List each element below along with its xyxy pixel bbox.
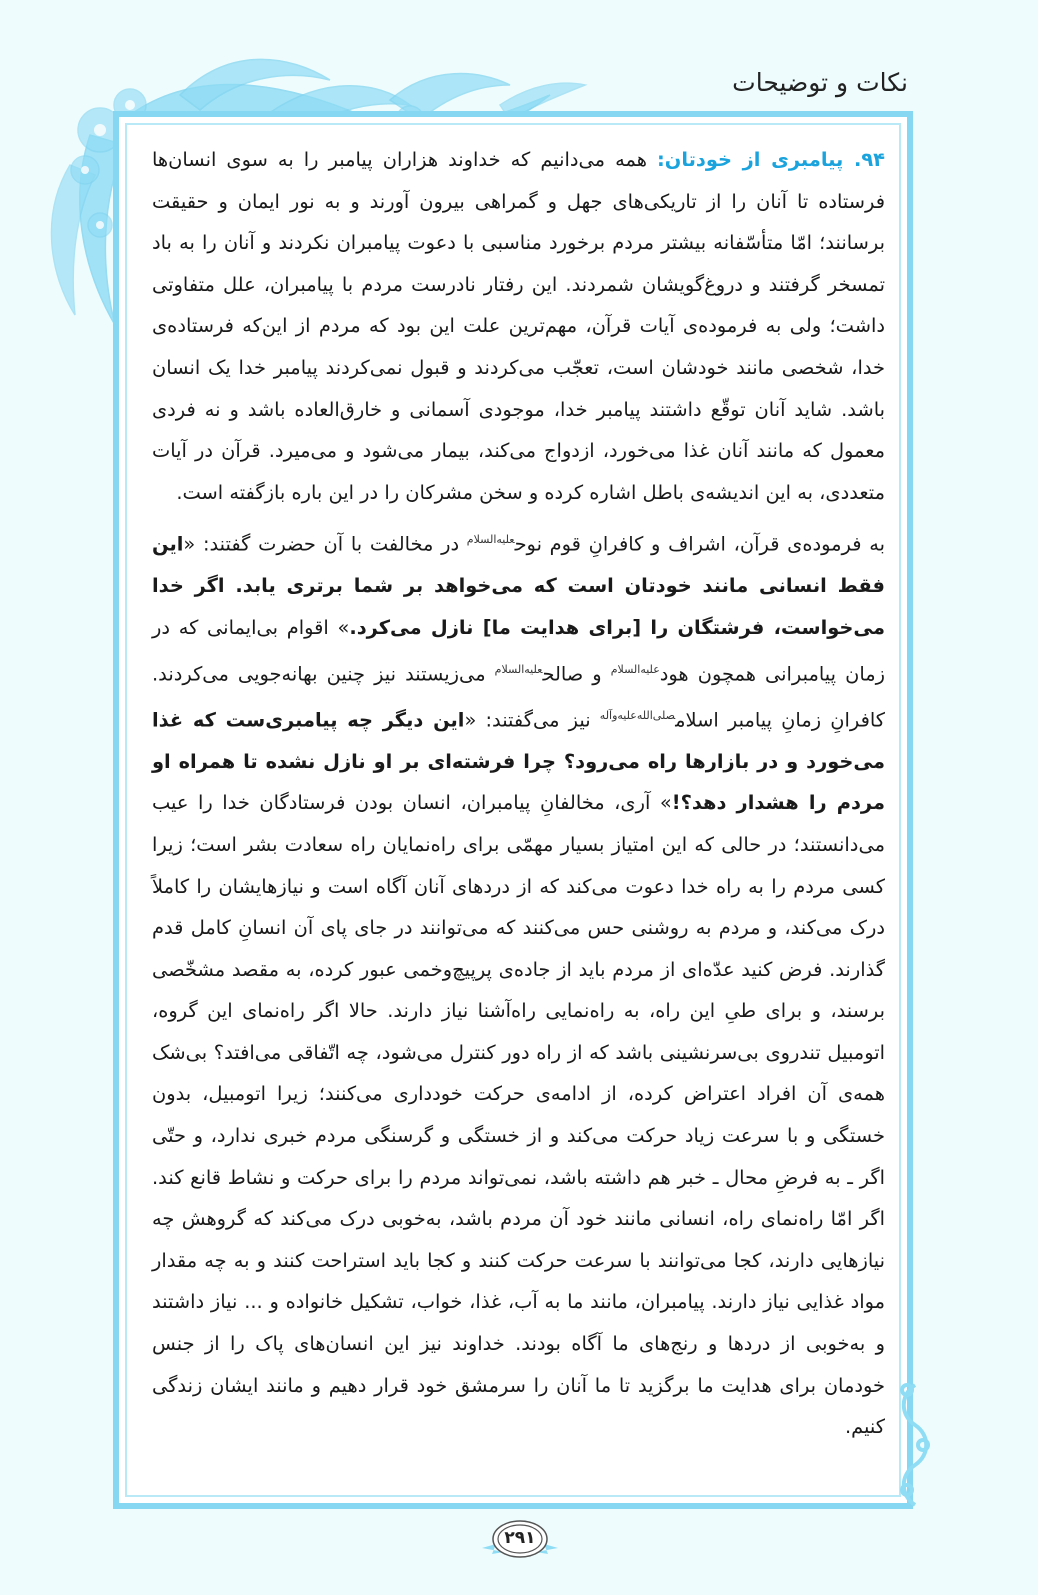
paragraph-1-text: همه می‌دانیم که خداوند هزاران پیامبر را به سوی انسان‌ها فرستاده تا آنان را از تاریکی‌های جهل و گمراهی بیرون آورند و به نور ایمان و حقیقت برسانند؛ امّا متأسّفانه بیشتر مردم برخورد مناسبی با دعوت پیامبران نکردند و آنان را به باد تمسخر گرفتند و دروغ‌گویشان شمردند. این رفتار نادرست مردم با پیامبران، علل متفاوتی داشت؛ ولی به فرموده‌ی آیات قرآن، مهم‌ترین علت این بود که مردم از این‌که فرستاده‌ی خدا، شخصی مانند خودشان است، تعجّب می‌کردند و قبول نمی‌کردند پیامبر خدا یک انسان باشد. شاید آنان توقّع داشتند پیامبر خدا، موجودی آسمانی و خارق‌العاده باشد و نه فردی معمول که مانند آنان غذا می‌خورد، ازدواج می‌کند، بیمار می‌شود و می‌میرد. قرآن در آیات متعددی، به این اندیشه‌ی باطل اشاره کرده و سخن مشرکان را در این باره بازگفته است. bbox=[152, 148, 885, 504]
paragraph-1 bbox=[152, 139, 885, 513]
page-number: ۲۹۱ bbox=[504, 1528, 536, 1548]
quote-1: این فقط انسانی مانند خودتان است که می‌خواهد بر شما برتری یابد. اگر خدا می‌خواست، فرشتگان را [برای هدایت ما] نازل می‌کرد. bbox=[152, 532, 886, 639]
honorific-noah: علیه‌السلام bbox=[466, 533, 515, 547]
page-number-badge bbox=[478, 1518, 562, 1564]
paragraph-2-text-g: » آری، مخالفانِ پیامبران، انسان بودن فرستادگان خدا را عیب می‌دانستند؛ در حالی که این امتیاز بسیار مهمّی برای راه‌نمایان راه سعادت بشر است؛ زیرا کسی مردم را به راه خدا دعوت می‌کند که از دردهای آنان آگاه است و نیازهایشان را کاملاً درک می‌کند، و مردم به روشنی حس می‌کنند که می‌توانند در جای پای آن انسانِ کامل قدم گذارند. فرض کنید عدّه‌ای از مردم باید از جاده‌ی پرپیچ‌وخمی عبور کرده، به مقصد مشخّصی برسند، و برای طیِ این راه، به راه‌نمایی راه‌آشنا نیاز دارند. حالا اگر راه‌نمای این گروه، اتومبیل تندروی بی‌سرنشینی باشد که از راه دور کنترل می‌شود، چه اتّفاقی می‌افتد؟ بی‌شک همه‌ی آن افراد اعتراض کرده، از ادامه‌ی حرکت خودداری می‌کنند؛ زیرا اتومبیل، بدون خستگی و با سرعت زیاد حرکت می‌کند و از خستگی و گرسنگی مردم خبری ندارد، و حتّی اگر ـ به فرضِ محال ـ خبر هم داشته باشد، نمی‌تواند مردم را برای حرکت و نشاط قانع کند. اگر امّا راه‌نمای راه، انسانی مانند خود آن مردم باشد، به‌خوبی درک می‌کند که گروهش چه نیازهایی دارند، کجا می‌توانند با سرعت حرکت کنند و کجا باید استراحت کنند و به چه مقدار مواد غذایی نیاز دارند. پیامبران، مانند ما به آب، غذا، خواب، تشکیل خانواده و ... نیاز داشتند و به‌خوبی از دردها و رنج‌های ما آگاه بودند. خداوند نیز این انسان‌های پاک را از جنس خودمان برای هدایت ما برگزید تا ما آنان را سرمشق خود قرار دهیم و مانند ایشان زندگی کنیم. bbox=[152, 791, 885, 1439]
paragraph-2-text-a: به فرموده‌ی قرآن، اشراف و کافرانِ قوم نوح bbox=[514, 532, 885, 556]
content-frame-inner bbox=[125, 123, 901, 1497]
note-text-block bbox=[152, 139, 885, 1454]
paragraph-2-text-f: نیز می‌گفتند: « bbox=[464, 708, 600, 732]
quote-2: این دیگر چه پیامبری‌ست که غذا می‌خورد و در بازارها راه می‌رود؟ چرا فرشته‌ای بر او نازل نشده تا همراه او مردم را هشدار دهد؟! bbox=[152, 708, 885, 815]
paragraph-2-text-e: می‌زیستند نیز چنین بهانه‌جویی می‌کردند. کافرانِ زمانِ پیامبر اسلام bbox=[152, 662, 885, 732]
page-header-title: نکات و توضیحات bbox=[732, 68, 908, 97]
honorific-hud: علیه‌السلام bbox=[610, 662, 660, 676]
content-frame bbox=[113, 111, 913, 1509]
paragraph-2-text-b: در مخالفت با آن حضرت گفتند: « bbox=[183, 532, 467, 556]
paragraph-2 bbox=[152, 519, 885, 1447]
paragraph-2-text-d: و صالح bbox=[542, 662, 611, 686]
honorific-salih: علیه‌السلام bbox=[494, 662, 543, 676]
honorific-prophet: صلی‌الله‌علیه‌وآله bbox=[599, 708, 676, 722]
paragraph-2-text-c: » اقوام بی‌ایمانی که در زمان پیامبرانی همچون هود bbox=[152, 616, 885, 686]
note-heading: ۹۴. پیامبری از خودتان: bbox=[657, 148, 886, 171]
